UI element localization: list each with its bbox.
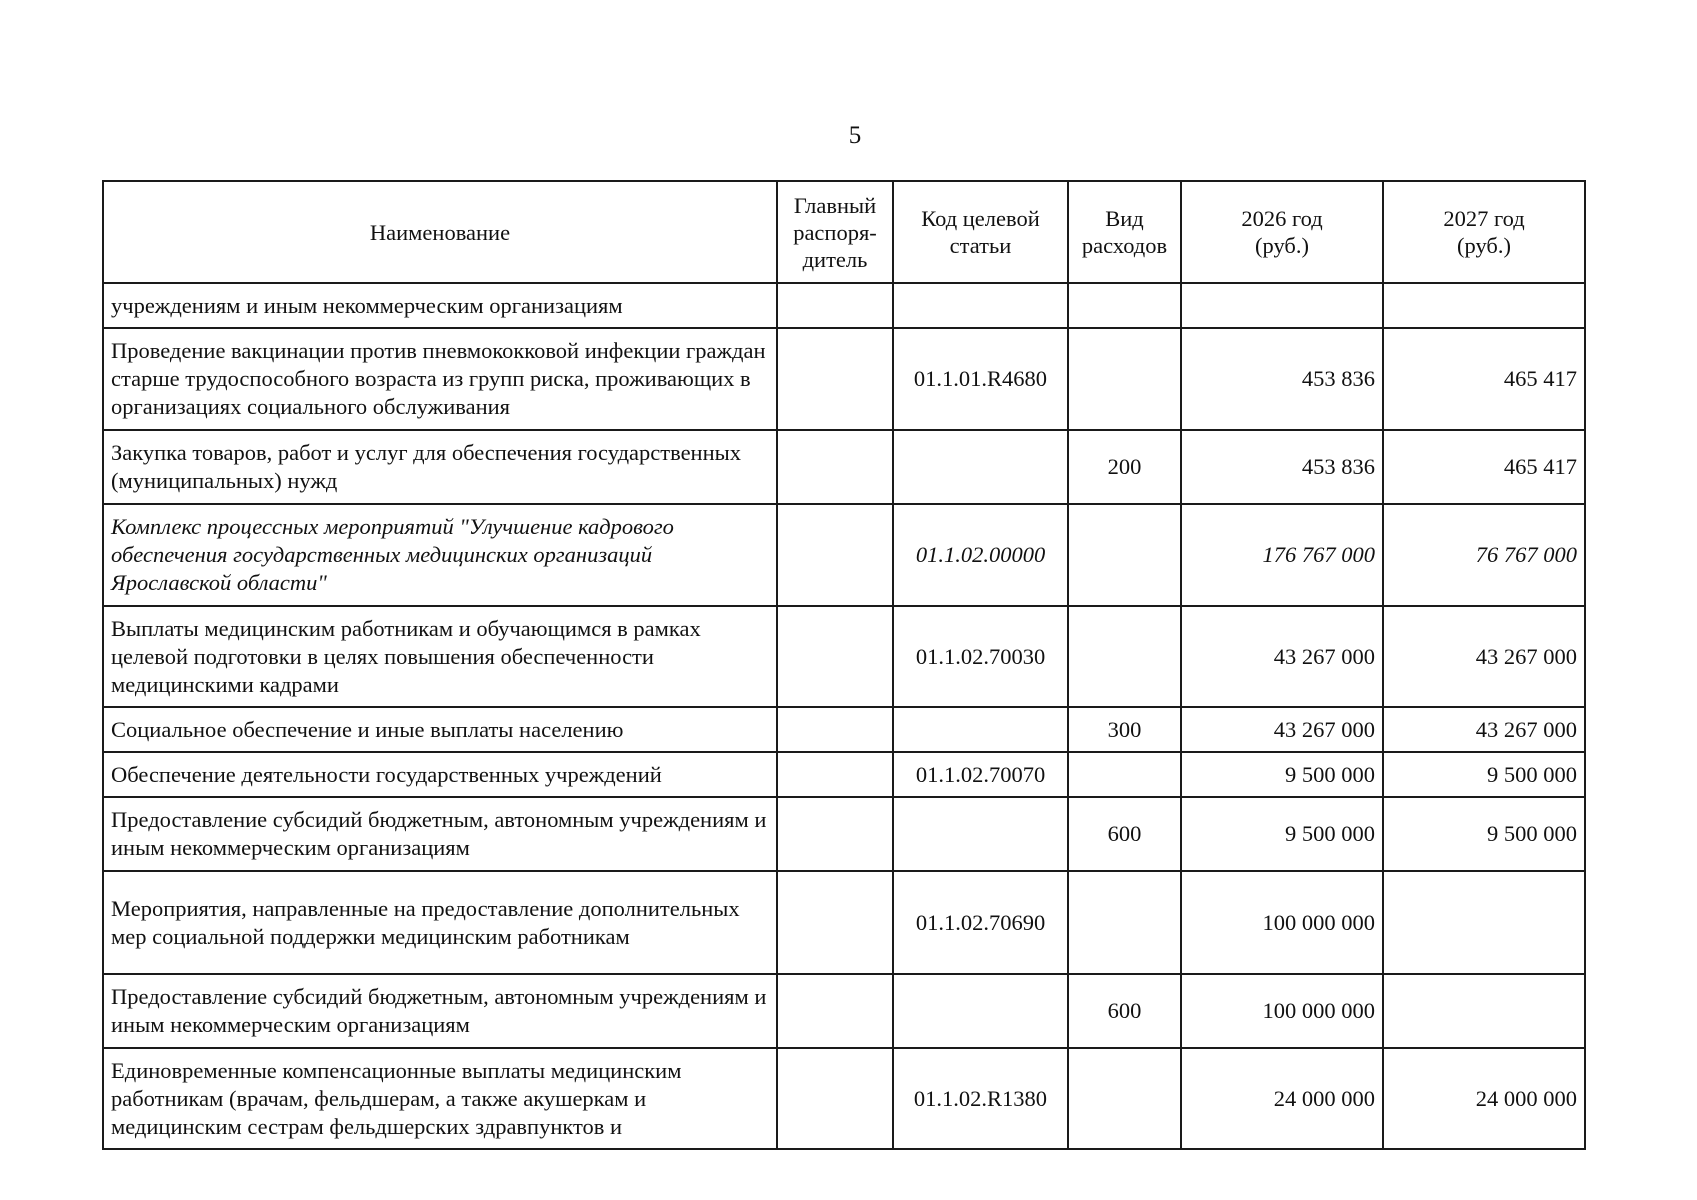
table-row	[103, 1048, 1585, 1149]
row-2027	[1383, 974, 1585, 1048]
table-row	[103, 974, 1585, 1048]
row-name: Проведение вакцинации против пневмококковой инфекции граждан старше трудоспособного возраста из групп риска, проживающих в организациях социального обслуживания	[103, 328, 777, 430]
row-2027: 43 267 000	[1383, 606, 1585, 707]
row-code: 01.1.02.70070	[893, 752, 1068, 797]
row-2027: 9 500 000	[1383, 752, 1585, 797]
row-code	[893, 707, 1068, 752]
row-type	[1068, 1048, 1181, 1149]
row-type	[1068, 606, 1181, 707]
row-2026: 453 836	[1181, 328, 1383, 430]
row-code: 01.1.01.R4680	[893, 328, 1068, 430]
row-code: 01.1.02.70030	[893, 606, 1068, 707]
row-type: 300	[1068, 707, 1181, 752]
row-code	[893, 797, 1068, 871]
row-code	[893, 974, 1068, 1048]
row-2026: 176 767 000	[1181, 504, 1383, 606]
row-manager	[777, 974, 893, 1048]
row-2026: 100 000 000	[1181, 871, 1383, 974]
table-header-row	[103, 181, 1585, 283]
row-manager	[777, 328, 893, 430]
row-manager	[777, 871, 893, 974]
header-target-code: Код целевой статьи	[893, 181, 1068, 283]
table-row	[103, 606, 1585, 707]
table-row-section	[103, 504, 1585, 606]
row-2026: 9 500 000	[1181, 752, 1383, 797]
row-type: 200	[1068, 430, 1181, 504]
row-2026: 9 500 000	[1181, 797, 1383, 871]
row-2026: 453 836	[1181, 430, 1383, 504]
budget-table	[102, 180, 1586, 1150]
row-code: 01.1.02.00000	[893, 504, 1068, 606]
row-2027: 24 000 000	[1383, 1048, 1585, 1149]
row-2027	[1383, 871, 1585, 974]
row-type: 600	[1068, 974, 1181, 1048]
table-row	[103, 752, 1585, 797]
row-code: 01.1.02.R1380	[893, 1048, 1068, 1149]
row-code	[893, 283, 1068, 328]
row-manager	[777, 606, 893, 707]
row-2026: 100 000 000	[1181, 974, 1383, 1048]
row-name: Мероприятия, направленные на предоставление дополнительных мер социальной поддержки медицинским работникам	[103, 871, 777, 974]
row-name: Обеспечение деятельности государственных учреждений	[103, 752, 777, 797]
row-2026	[1181, 283, 1383, 328]
row-manager	[777, 504, 893, 606]
header-expense-type: Вид расходов	[1068, 181, 1181, 283]
row-type	[1068, 283, 1181, 328]
table-row	[103, 797, 1585, 871]
header-year-2027: 2027 год (руб.)	[1383, 181, 1585, 283]
table-row	[103, 707, 1585, 752]
row-name: Комплекс процессных мероприятий "Улучшение кадрового обеспечения государственных медицинских организаций Ярославской области"	[103, 504, 777, 606]
row-2027: 465 417	[1383, 430, 1585, 504]
table-row	[103, 871, 1585, 974]
row-type	[1068, 504, 1181, 606]
row-code	[893, 430, 1068, 504]
row-manager	[777, 430, 893, 504]
row-name: Предоставление субсидий бюджетным, автономным учреждениям и иным некоммерческим организациям	[103, 974, 777, 1048]
row-2026: 43 267 000	[1181, 606, 1383, 707]
row-code: 01.1.02.70690	[893, 871, 1068, 974]
table-row	[103, 328, 1585, 430]
row-type	[1068, 871, 1181, 974]
row-2027: 465 417	[1383, 328, 1585, 430]
row-2026: 43 267 000	[1181, 707, 1383, 752]
row-name: Социальное обеспечение и иные выплаты населению	[103, 707, 777, 752]
page-number: 5	[848, 122, 862, 149]
row-2026: 24 000 000	[1181, 1048, 1383, 1149]
row-name: Закупка товаров, работ и услуг для обеспечения государственных (муниципальных) нужд	[103, 430, 777, 504]
row-2027: 43 267 000	[1383, 707, 1585, 752]
row-2027: 9 500 000	[1383, 797, 1585, 871]
row-type	[1068, 328, 1181, 430]
row-manager	[777, 707, 893, 752]
row-type: 600	[1068, 797, 1181, 871]
header-name: Наименование	[103, 181, 777, 283]
row-name: Единовременные компенсационные выплаты медицинским работникам (врачам, фельдшерам, а также акушеркам и медицинским сестрам фельдшерских здравпунктов и	[103, 1048, 777, 1149]
row-manager	[777, 1048, 893, 1149]
table-row	[103, 430, 1585, 504]
row-2027: 76 767 000	[1383, 504, 1585, 606]
row-name: Выплаты медицинским работникам и обучающимся в рамках целевой подготовки в целях повышения обеспеченности медицинскими кадрами	[103, 606, 777, 707]
header-chief-manager: Главный распоря- дитель	[777, 181, 893, 283]
row-manager	[777, 283, 893, 328]
table-row	[103, 283, 1585, 328]
row-manager	[777, 797, 893, 871]
row-manager	[777, 752, 893, 797]
row-2027	[1383, 283, 1585, 328]
header-year-2026: 2026 год (руб.)	[1181, 181, 1383, 283]
row-name: учреждениям и иным некоммерческим организациям	[103, 283, 777, 328]
row-type	[1068, 752, 1181, 797]
row-name: Предоставление субсидий бюджетным, автономным учреждениям и иным некоммерческим организациям	[103, 797, 777, 871]
